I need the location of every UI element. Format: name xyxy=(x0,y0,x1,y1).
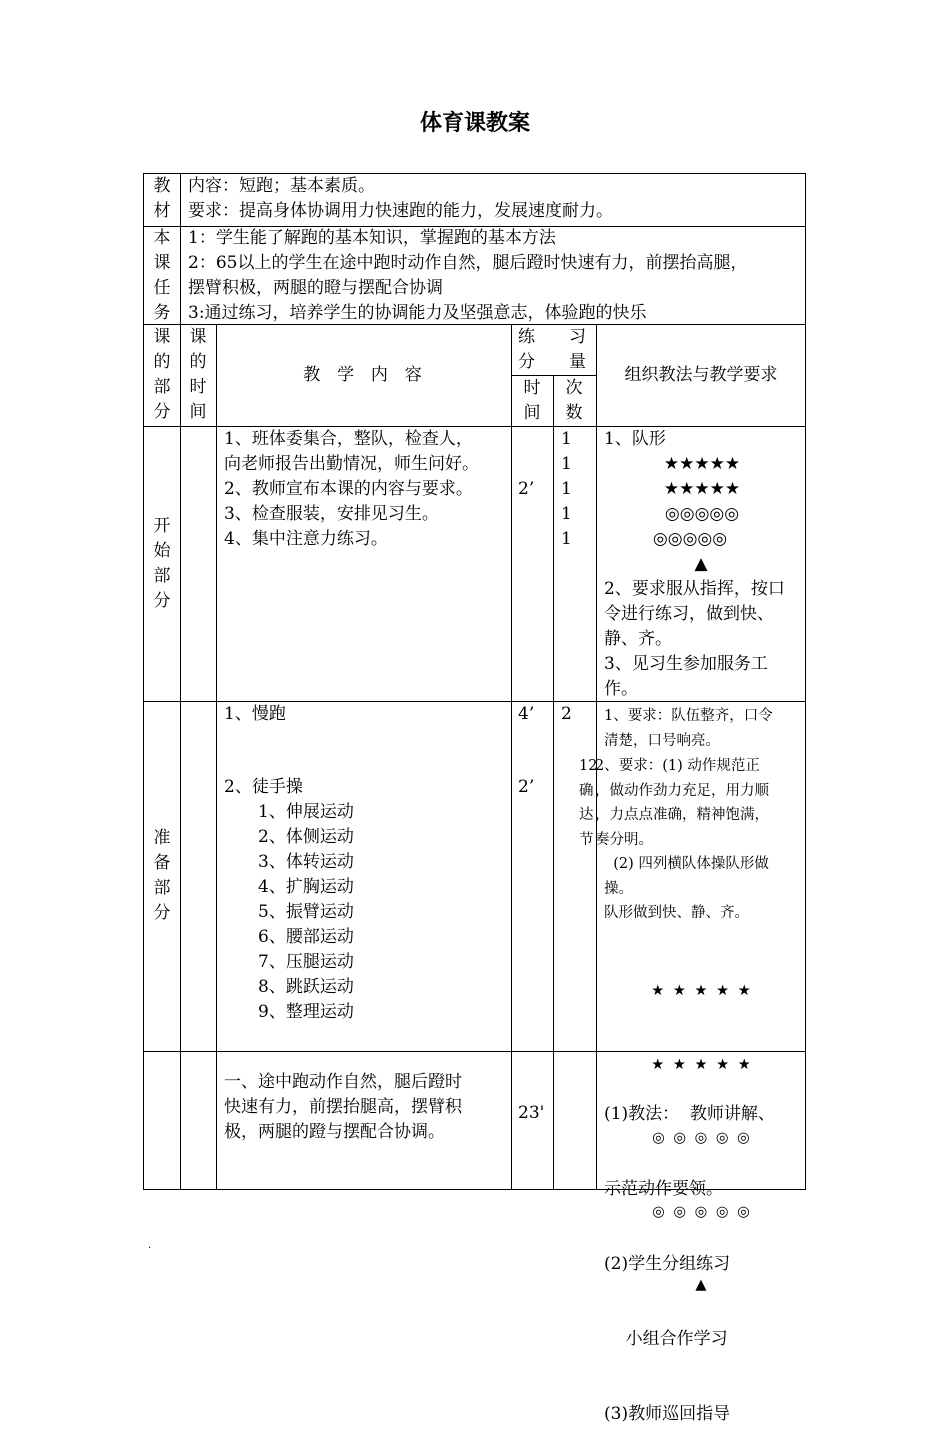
start-method-title: 1、队形 xyxy=(604,429,666,449)
header-amount-right: 量 xyxy=(569,352,586,372)
start-time: 2’ xyxy=(518,479,535,499)
prep-item-jog: 1、慢跑 xyxy=(224,704,286,724)
header-time: 课 的 时 间 xyxy=(189,327,207,422)
header-practice-left: 练 xyxy=(518,327,535,347)
prep-method-1: 1、要求：队伍整齐，口令 清楚，口号响亮。 xyxy=(604,708,773,749)
start-label: 开 始 部 分 xyxy=(153,516,171,611)
start-content: 1、班体委集合，整队，检查人， 向老师报告出勤情况，师生问好。 2、教师宣布本课的内容与要求。 3、检查服装，安排见习生。 4、集中注意力练习。 xyxy=(224,429,479,549)
prep-formation: ★ ★ ★ ★ ★ ★ ★ ★ ★ ★ ◎ ◎ ◎ ◎ ◎ ◎ ◎ ◎ ◎ ◎ ▲ xyxy=(651,983,751,1293)
prep-overflow-text: 12 确 达 节 xyxy=(579,758,598,848)
header-amount-left: 分 xyxy=(518,352,535,372)
header-sub-time: 时 间 xyxy=(523,378,541,423)
prep-time-jog: 4’ xyxy=(518,704,535,724)
task-label: 本 课 任 务 xyxy=(153,228,171,323)
header-method: 组织教法与教学要求 xyxy=(624,365,778,385)
start-formation: ★★★★★ ★★★★★ ◎◎◎◎◎ ◎◎◎◎◎ ▲ xyxy=(652,454,741,574)
basic-method-lines: (1)教法： 教师讲解、 示范动作要领。 (2)学生分组练习 小组合作学习 (3)教师巡回指导 xyxy=(604,1104,775,1424)
prep-count-jog: 2 xyxy=(561,704,572,724)
basic-content: 一、途中跑动作自然，腿后蹬时 快速有力，前摆抬腿高，摆臂积 极，两腿的蹬与摆配合协调。 xyxy=(224,1072,462,1142)
material-content: 内容：短跑；基本素质。 xyxy=(188,176,375,196)
header-practice-right: 习 xyxy=(569,327,586,347)
prep-time-exercise: 2’ xyxy=(518,777,535,797)
task-lines: 1：学生能了解跑的基本知识，掌握跑的基本方法 2：65以上的学生在途中跑时动作自然，腿后蹬时快速有力，前摆抬高腿， 摆臂积极，两腿的瞪与摆配合协调 3:通过练习，培养学生的协调能力及坚强意志，体验跑的快乐 xyxy=(188,228,748,323)
material-label: 教 材 xyxy=(153,176,171,221)
header-part: 课 的 部 分 xyxy=(153,327,171,422)
header-sub-count: 次 数 xyxy=(565,378,583,423)
prep-item-exercise: 2、徒手操 xyxy=(224,777,303,797)
prep-exercise-list: 1、伸展运动 2、体侧运动 3、体转运动 4、扩胸运动 5、振臂运动 6、腰部运动 7、压腿运动 8、跳跃运动 9、整理运动 xyxy=(258,802,354,1022)
header-content: 教 学 内 容 xyxy=(303,365,424,385)
basic-time: 23' xyxy=(518,1103,545,1123)
start-counts: 1 1 1 1 1 xyxy=(561,429,572,549)
start-method-lines: 2、要求服从指挥，按口 令进行练习，做到快、 静、齐。 3、见习生参加服务工 作。 xyxy=(604,579,785,699)
prep-label: 准 备 部 分 xyxy=(153,828,171,923)
footnote-dot: . xyxy=(148,1240,152,1251)
page-title: 体育课教案 xyxy=(419,111,530,136)
prep-method-2: 2、要求：(1) 动作规范正 ，做动作劲力充足，用力顺 ，力点点准确，精神饱满， 奏分明。 (2) 四列横队体操队形做 操。 队形做到快、静、齐。 xyxy=(595,758,769,921)
material-requirement: 要求：提高身体协调用力快速跑的能力，发展速度耐力。 xyxy=(188,201,613,221)
